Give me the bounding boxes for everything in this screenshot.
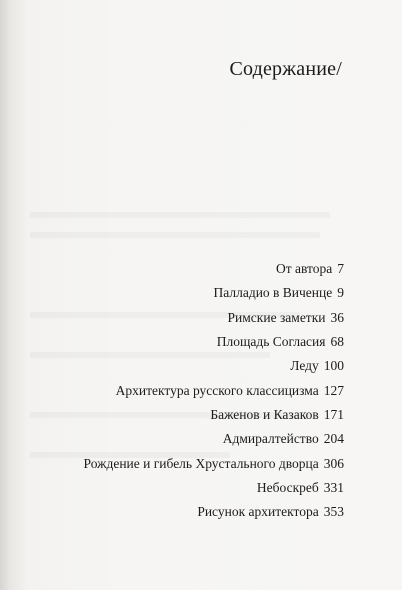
- toc-entry-page: 171: [323, 407, 344, 423]
- toc-entry-title: От автора: [275, 261, 333, 276]
- toc-entry-title: Баженов и Казаков: [210, 407, 319, 423]
- toc-entry-page: 9: [337, 285, 344, 301]
- toc-entry: [84, 403, 344, 427]
- toc-entry: [84, 427, 344, 451]
- toc-entry-title: Архитектура русского классицизма: [115, 382, 319, 398]
- toc-entry-title: Рисунок архитектора: [197, 504, 319, 520]
- toc-entry-title: Небоскреб: [256, 480, 319, 496]
- toc-entry-page: 7: [337, 261, 344, 276]
- toc-entry: [84, 476, 344, 500]
- toc-entry: [84, 257, 344, 281]
- bleed-through-line: [30, 212, 330, 218]
- toc-entry-title: Площадь Согласия: [216, 334, 326, 350]
- toc-entry-title: Рождение и гибель Хрустального дворца: [83, 455, 319, 471]
- toc-entry-page: 127: [323, 382, 344, 398]
- toc-entry-page: 36: [330, 309, 344, 325]
- toc-entry-page: 331: [323, 480, 344, 496]
- toc-entry-page: 353: [323, 504, 344, 520]
- toc-entry-page: 100: [323, 358, 344, 374]
- toc-entry-title: Леду: [290, 358, 319, 374]
- table-of-contents: [84, 257, 344, 525]
- toc-entry: [84, 306, 344, 330]
- toc-entry: [84, 281, 344, 305]
- toc-entry: [84, 452, 344, 476]
- toc-entry: [84, 354, 344, 378]
- toc-entry: [84, 379, 344, 403]
- toc-entry-page: 68: [330, 334, 344, 350]
- toc-entry-page: 204: [323, 431, 344, 447]
- toc-entry-page: 306: [323, 455, 344, 471]
- page-title: Содержание/: [229, 58, 342, 80]
- toc-entry-title: Адмиралтейство: [222, 431, 319, 447]
- bleed-through-line: [30, 232, 320, 238]
- toc-entry: [84, 500, 344, 524]
- toc-entry-title: Римские заметки: [227, 309, 326, 325]
- toc-entry: [84, 330, 344, 354]
- toc-entry-title: Палладио в Виченце: [213, 285, 333, 301]
